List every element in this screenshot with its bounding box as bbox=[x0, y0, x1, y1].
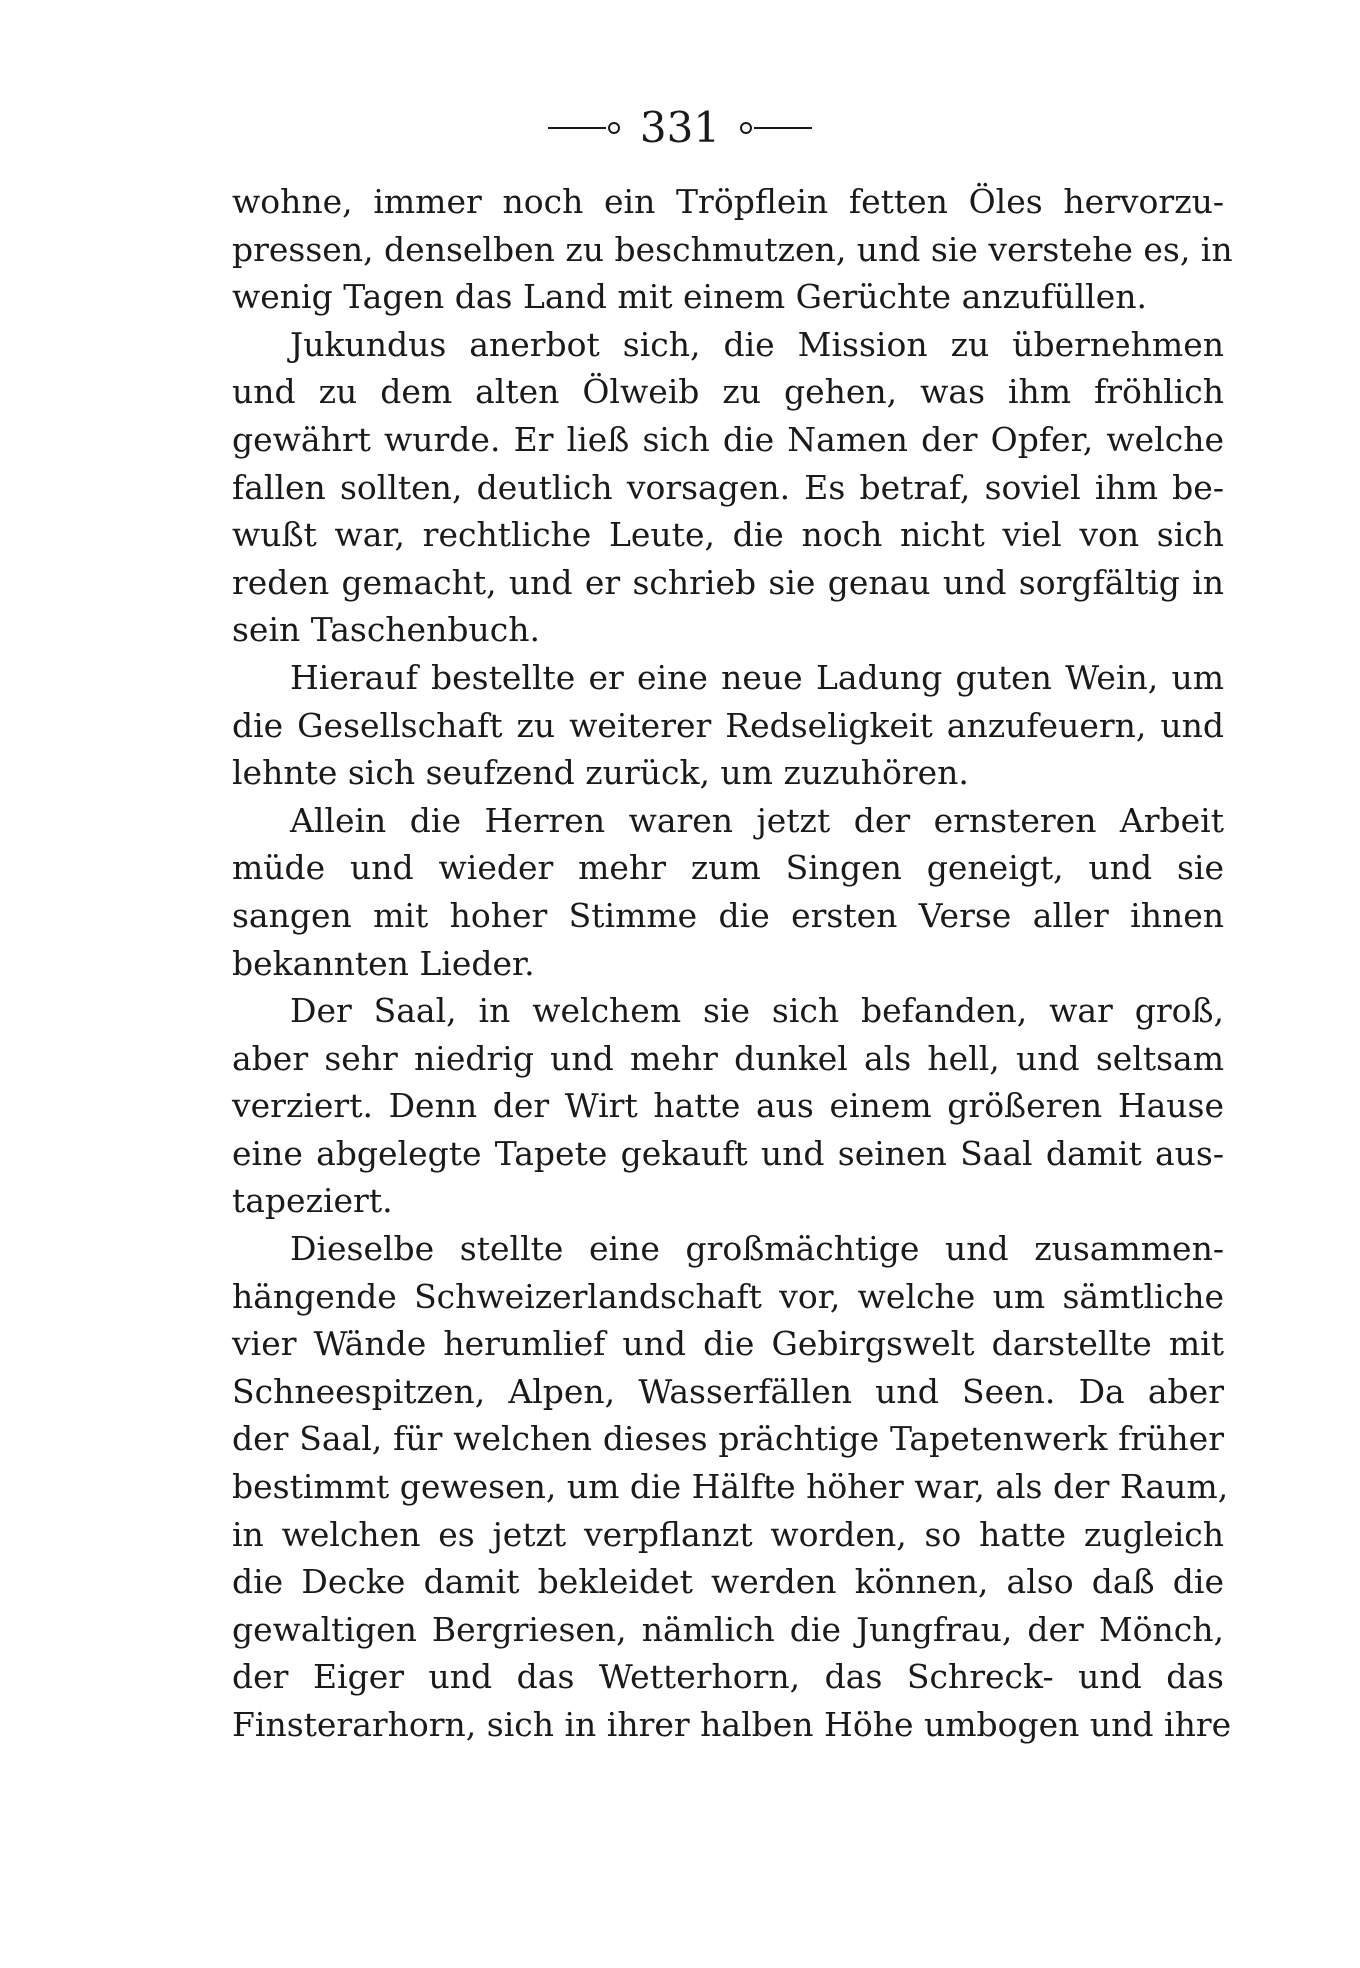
text-line: lehnte sich seufzend zurück, um zuzuhören. bbox=[232, 753, 969, 793]
text-line: Dieselbe stellte eine großmächtige und zusammen- bbox=[290, 1229, 1224, 1269]
text-line: aber sehr niedrig und mehr dunkel als hell, und seltsam bbox=[232, 1038, 1224, 1078]
text-line: Schneespitzen, Alpen, Wasserfällen und Seen. Da aber bbox=[232, 1371, 1224, 1411]
text-line: pressen, denselben zu beschmutzen, und sie verstehe es, in bbox=[232, 229, 1233, 269]
text-line: wohne, immer noch ein Tröpflein fetten Öles hervorzu- bbox=[232, 182, 1224, 221]
text-line: reden gemacht, und er schrieb sie genau und sorgfältig in bbox=[232, 562, 1224, 602]
left-ornament-rule bbox=[548, 121, 620, 135]
text-line: verziert. Denn der Wirt hatte aus einem größeren Hause bbox=[232, 1086, 1224, 1126]
text-line: eine abgelegte Tapete gekauft und seinen Saal damit aus- bbox=[232, 1133, 1224, 1173]
paragraph-2 bbox=[232, 321, 1224, 654]
page-number: 331 bbox=[639, 103, 721, 152]
text-line: gewaltigen Bergriesen, nämlich die Jungfrau, der Mönch, bbox=[232, 1609, 1224, 1649]
text-line: bekannten Lieder. bbox=[232, 943, 535, 983]
text-line: vier Wände herumlief und die Gebirgswelt darstellte mit bbox=[232, 1324, 1224, 1364]
text-line: die Decke damit bekleidet werden können, also daß die bbox=[232, 1562, 1224, 1602]
paragraph-5 bbox=[232, 987, 1224, 1225]
text-line: wenig Tagen das Land mit einem Gerüchte anzufüllen. bbox=[232, 277, 1147, 317]
text-line: wußt war, rechtliche Leute, die noch nicht viel von sich bbox=[232, 515, 1224, 555]
text-line: Jukundus anerbot sich, die Mission zu übernehmen bbox=[290, 324, 1224, 364]
text-line: sein Taschenbuch. bbox=[232, 610, 540, 650]
text-line: die Gesellschaft zu weiterer Redseligkeit anzufeuern, und bbox=[232, 705, 1224, 745]
right-ornament-rule bbox=[740, 121, 812, 135]
text-line: sangen mit hoher Stimme die ersten Verse aller ihnen bbox=[232, 895, 1224, 935]
text-line: tapeziert. bbox=[232, 1181, 393, 1221]
text-line: in welchen es jetzt verpflanzt worden, so hatte zugleich bbox=[232, 1514, 1224, 1554]
text-line: und zu dem alten Ölweib zu gehen, was ihm fröhlich bbox=[232, 372, 1224, 412]
text-line: Der Saal, in welchem sie sich befanden, war groß, bbox=[290, 991, 1224, 1031]
text-line: Hierauf bestellte er eine neue Ladung guten Wein, um bbox=[290, 657, 1224, 697]
running-head bbox=[0, 100, 1360, 153]
paragraph-4 bbox=[232, 797, 1224, 987]
body-text bbox=[232, 178, 1233, 1749]
text-line: fallen sollten, deutlich vorsagen. Es betraf, soviel ihm be- bbox=[232, 467, 1224, 507]
paragraph-1 bbox=[232, 178, 1233, 321]
paragraph-6 bbox=[232, 1225, 1232, 1749]
text-line: der Eiger und das Wetterhorn, das Schreck- und das bbox=[232, 1657, 1224, 1697]
text-line: gewährt wurde. Er ließ sich die Namen der Opfer, welche bbox=[232, 419, 1224, 459]
text-line: Allein die Herren waren jetzt der ernsteren Arbeit bbox=[290, 800, 1224, 840]
text-line: bestimmt gewesen, um die Hälfte höher war, als der Raum, bbox=[232, 1467, 1229, 1507]
paragraph-3 bbox=[232, 654, 1224, 797]
text-line: hängende Schweizerlandschaft vor, welche um sämtliche bbox=[232, 1276, 1224, 1316]
text-line: müde und wieder mehr zum Singen geneigt, und sie bbox=[232, 848, 1224, 888]
text-line: Finsterarhorn, sich in ihrer halben Höhe umbogen und ihre bbox=[232, 1705, 1232, 1744]
text-line: der Saal, für welchen dieses prächtige Tapetenwerk früher bbox=[232, 1419, 1224, 1459]
